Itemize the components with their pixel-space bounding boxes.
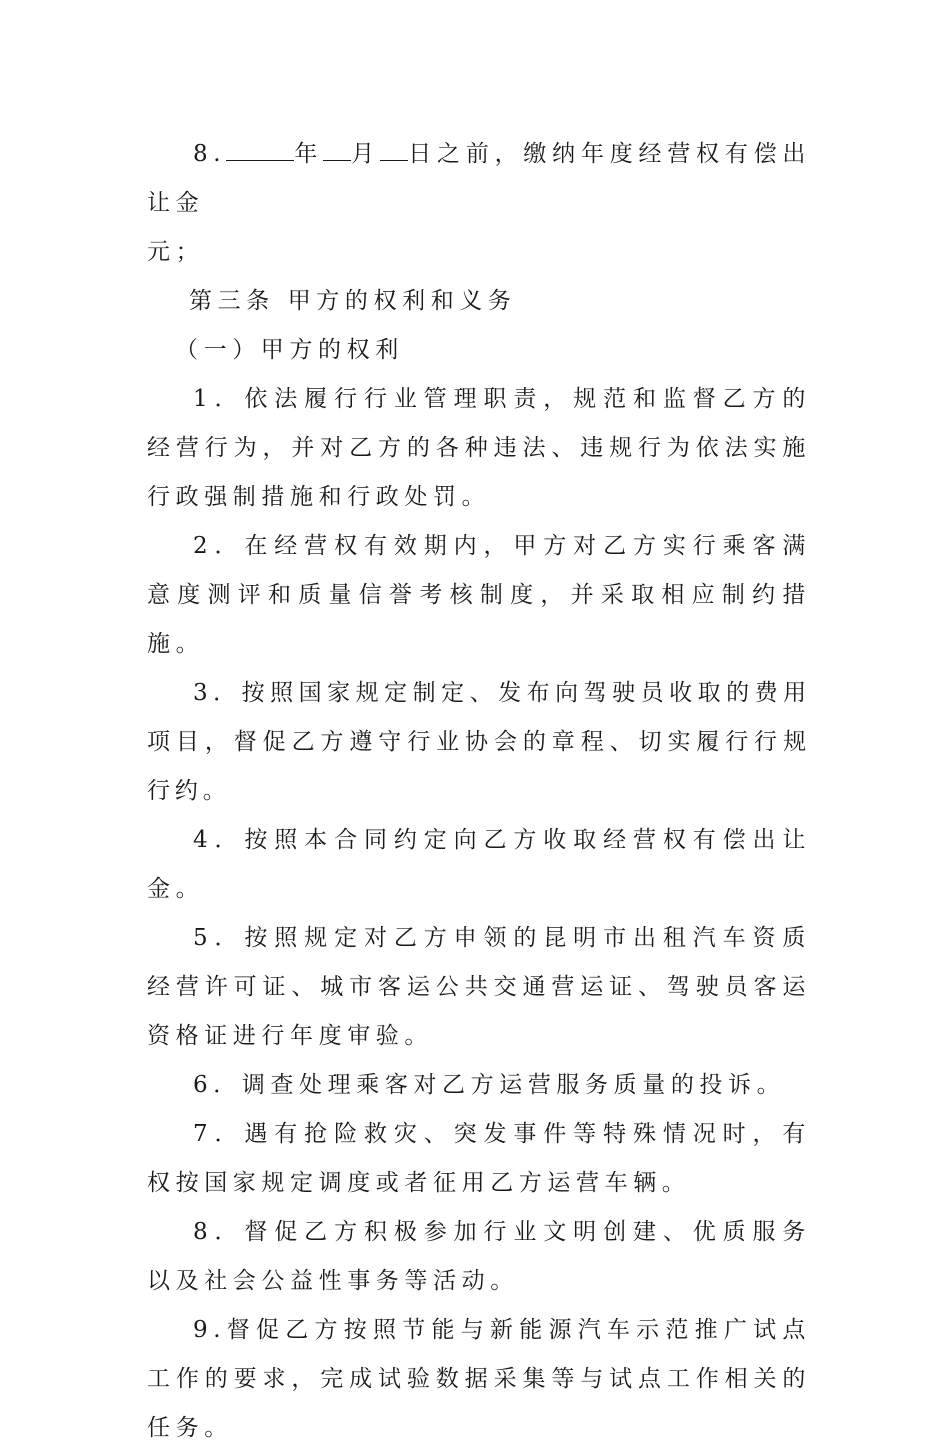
right-item-2: 2．在经营权有效期内，甲方对乙方实行乘客满意度测评和质量信誉考核制度，并采取相应制约措施。: [147, 533, 811, 657]
month-blank: [323, 142, 351, 161]
year-blank: [226, 142, 294, 161]
article-3-title: 第三条 甲方的权利和义务: [189, 288, 517, 314]
day-label: 日之前，缴纳年度经营权有偿出让金: [147, 141, 811, 216]
right-item-8: 8．督促乙方积极参加行业文明创建、优质服务以及社会公益性事务等活动。: [147, 1219, 811, 1294]
right-item-9: 9.督促乙方按照节能与新能源汽车示范推广试点工作的要求，完成试验数据采集等与试点工作相关的任务。: [147, 1317, 811, 1441]
right-item-5: 5．按照规定对乙方申领的昆明市出租汽车资质经营许可证、城市客运公共交通营运证、驾驶员客运资格证进行年度审验。: [147, 925, 811, 1049]
section-1-title: （一）甲方的权利: [175, 337, 404, 363]
document-body: [147, 130, 811, 1453]
month-label: 月: [351, 141, 381, 167]
payment-clause-8: [147, 130, 811, 277]
payment-clause-number: 8.: [193, 141, 227, 167]
right-item-4: 4．按照本合同约定向乙方收取经营权有偿出让金。: [147, 827, 811, 902]
payment-clause-tail: 元；: [147, 239, 205, 265]
right-item-1: 1．依法履行行业管理职责，规范和监督乙方的经营行为，并对乙方的各种违法、违规行为依法实施行政强制措施和行政处罚。: [147, 386, 811, 510]
right-item-6: 6．调查处理乘客对乙方运营服务质量的投诉。: [193, 1072, 786, 1098]
right-item-3: 3．按照国家规定制定、发布向驾驶员收取的费用项目，督促乙方遵守行业协会的章程、切实履行行规行约。: [147, 680, 811, 804]
year-label: 年: [294, 141, 324, 167]
day-blank: [380, 142, 408, 161]
right-item-7: 7．遇有抢险救灾、突发事件等特殊情况时，有权按国家规定调度或者征用乙方运营车辆。: [147, 1121, 811, 1196]
